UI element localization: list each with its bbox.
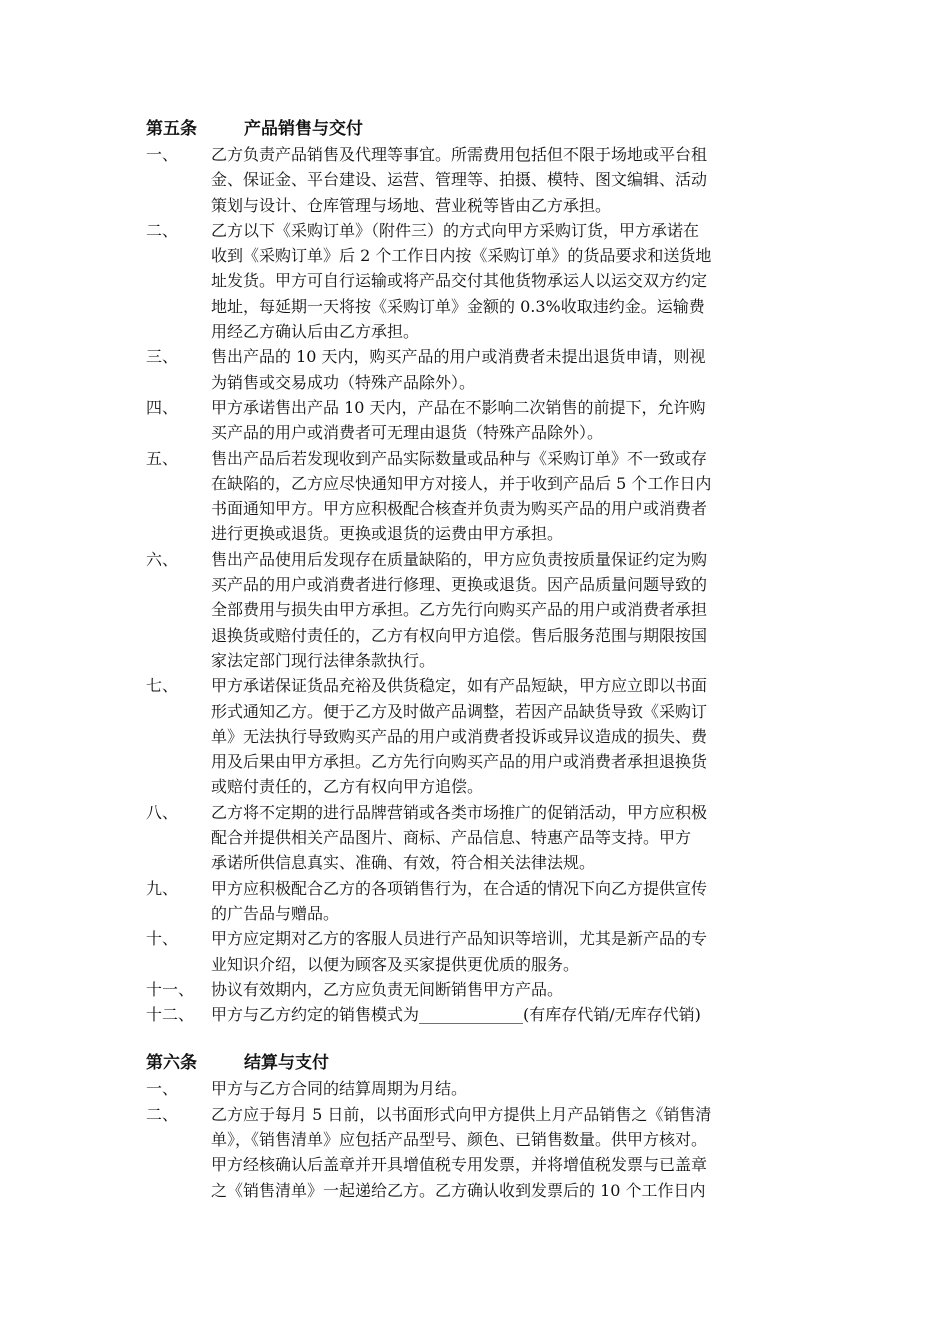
clause-item: [146, 446, 836, 547]
clause-number: 一、: [146, 1079, 179, 1099]
clause-text: [211, 547, 836, 673]
clause-text: [211, 800, 836, 876]
clause-line: 策划与设计、仓库管理与场地、营业税等皆由乙方承担。: [211, 195, 612, 215]
clause-line: 形式通知乙方。便于乙方及时做产品调整，若因产品缺货导致《采购订: [211, 701, 708, 721]
clause-line: 甲方承诺保证货品充裕及供货稳定，如有产品短缺，甲方应立即以书面: [211, 676, 708, 696]
clause-line: 售出产品的 10 天内，购买产品的用户或消费者未提出退货申请，则视: [211, 347, 706, 367]
clause-line: 甲方与乙方约定的销售模式为_____________(有库存代销/无库存代销): [211, 1005, 701, 1025]
clause-item: [146, 673, 836, 799]
clause-line: 单》无法执行导致购买产品的用户或消费者投诉或异议造成的损失、费: [211, 726, 708, 746]
contract-content: [146, 116, 836, 1203]
clause-line: 乙方将不定期的进行品牌营销或各类市场推广的促销活动，甲方应积极: [211, 802, 708, 822]
clause-line: 售出产品使用后发现存在质量缺陷的，甲方应负责按质量保证约定为购: [211, 549, 708, 569]
clause-line: 买产品的用户或消费者进行修理、更换或退货。因产品质量问题导致的: [211, 575, 708, 595]
section-heading: [146, 116, 836, 142]
clause-line: 用及后果由甲方承担。乙方先行向购买产品的用户或消费者承担退换货: [211, 752, 708, 772]
clause-number: 一、: [146, 145, 179, 164]
section-number: 第五条: [146, 119, 197, 139]
clause-text: [211, 446, 836, 547]
clause-line: 在缺陷的，乙方应尽快通知甲方对接人，并于收到产品后 5 个工作日内: [211, 473, 712, 493]
clause-line: 单》，《销售清单》应包括产品型号、颜色、已销售数量。供甲方核对。: [211, 1129, 708, 1149]
clause-line: 买产品的用户或消费者可无理由退货（特殊产品除外）。: [211, 423, 604, 443]
clause-item: [146, 800, 836, 876]
clause-line: 业知识介绍，以便为顾客及买家提供更优质的服务。: [211, 954, 580, 974]
clause-item: [146, 395, 836, 446]
clause-item: [146, 218, 836, 344]
clause-line: 或赔付责任的，乙方有权向甲方追偿。: [211, 777, 484, 797]
clause-item: [146, 142, 836, 218]
clause-text: [211, 344, 836, 395]
clause-number: 四、: [146, 397, 179, 417]
clause-line: 书面通知甲方。甲方应积极配合核查并负责为购买产品的用户或消费者: [211, 499, 708, 519]
clause-line: 用经乙方确认后由乙方承担。: [211, 322, 420, 342]
clause-item: [146, 876, 836, 927]
clause-number: 九、: [146, 878, 179, 898]
clause-item: [146, 977, 836, 1002]
section-title: 产品销售与交付: [244, 119, 363, 139]
clause-text: [211, 876, 836, 927]
clause-line: 甲方应定期对乙方的客服人员进行产品知识等培训，尤其是新产品的专: [211, 929, 708, 949]
clause-number: 十、: [146, 929, 179, 949]
clause-line: 乙方以下《采购订单》（附件三）的方式向甲方采购订货，甲方承诺在: [211, 220, 700, 240]
clause-line: 全部费用与损失由甲方承担。乙方先行向购买产品的用户或消费者承担: [211, 600, 708, 620]
clause-line: 家法定部门现行法律条款执行。: [211, 650, 436, 670]
clause-text: [211, 673, 836, 799]
clause-line: 进行更换或退货。更换或退货的运费由甲方承担。: [211, 524, 564, 544]
clause-line: 配合并提供相关产品图片、商标、产品信息、特惠产品等支持。甲方: [211, 828, 692, 848]
clause-number: 二、: [146, 1104, 179, 1124]
clause-number: 十二、: [146, 1005, 195, 1025]
clause-text: [211, 142, 836, 218]
clause-line: 甲方应积极配合乙方的各项销售行为，在合适的情况下向乙方提供宣传: [211, 878, 708, 898]
section-gap: [146, 1027, 836, 1050]
clause-text: [211, 1102, 836, 1203]
clause-text: [211, 1076, 836, 1101]
clause-number: 五、: [146, 448, 179, 468]
clause-text: [211, 977, 836, 1002]
clause-line: 甲方承诺售出产品 10 天内，产品在不影响二次销售的前提下，允许购: [211, 397, 706, 417]
section-title: 结算与支付: [244, 1053, 329, 1074]
clause-item: [146, 344, 836, 395]
clause-line: 协议有效期内，乙方应负责无间断销售甲方产品。: [211, 979, 564, 999]
clause-line: 金、保证金、平台建设、运营、管理等、拍摄、模特、图文编辑、活动: [211, 170, 708, 190]
clause-line: 之《销售清单》一起递给乙方。乙方确认收到发票后的 10 个工作日内: [211, 1180, 706, 1200]
clause-line: 的广告品与赠品。: [211, 903, 340, 923]
section-number: 第六条: [146, 1053, 197, 1074]
clause-text: [211, 395, 836, 446]
clause-number: 三、: [146, 347, 179, 367]
clause-number: 七、: [146, 676, 179, 696]
clause-line: 售出产品后若发现收到产品实际数量或品种与《采购订单》不一致或存: [211, 448, 708, 468]
clause-number: 八、: [146, 802, 179, 822]
section-heading: [146, 1050, 836, 1076]
clause-line: 承诺所供信息真实、准确、有效，符合相关法律法规。: [211, 853, 596, 873]
clause-line: 甲方经核确认后盖章并开具增值税专用发票，并将增值税发票与已盖章: [211, 1155, 708, 1175]
clause-item: [146, 1002, 836, 1027]
clause-number: 二、: [146, 220, 179, 240]
clause-line: 乙方负责产品销售及代理等事宜。所需费用包括但不限于场地或平台租: [211, 145, 708, 164]
clause-line: 乙方应于每月 5 日前，以书面形式向甲方提供上月产品销售之《销售清: [211, 1104, 712, 1124]
clause-text: [211, 218, 836, 344]
clause-item: [146, 1102, 836, 1203]
clause-line: 收到《采购订单》后 2 个工作日内按《采购订单》的货品要求和送货地: [211, 246, 712, 266]
clause-number: 十一、: [146, 979, 195, 999]
clause-item: [146, 1076, 836, 1101]
clause-line: 甲方与乙方合同的结算周期为月结。: [211, 1079, 468, 1099]
clause-item: [146, 926, 836, 977]
clause-line: 地址，每延期一天将按《采购订单》金额的 0.3%收取违约金。运输费: [211, 296, 705, 316]
clause-text: [211, 1002, 836, 1027]
clause-item: [146, 547, 836, 673]
clause-text: [211, 926, 836, 977]
clause-number: 六、: [146, 549, 179, 569]
clause-line: 退换货或赔付责任的，乙方有权向甲方追偿。售后服务范围与期限按国: [211, 625, 708, 645]
clause-line: 为销售或交易成功（特殊产品除外）。: [211, 372, 476, 392]
clause-line: 址发货。甲方可自行运输或将产品交付其他货物承运人以运交双方约定: [211, 271, 708, 291]
